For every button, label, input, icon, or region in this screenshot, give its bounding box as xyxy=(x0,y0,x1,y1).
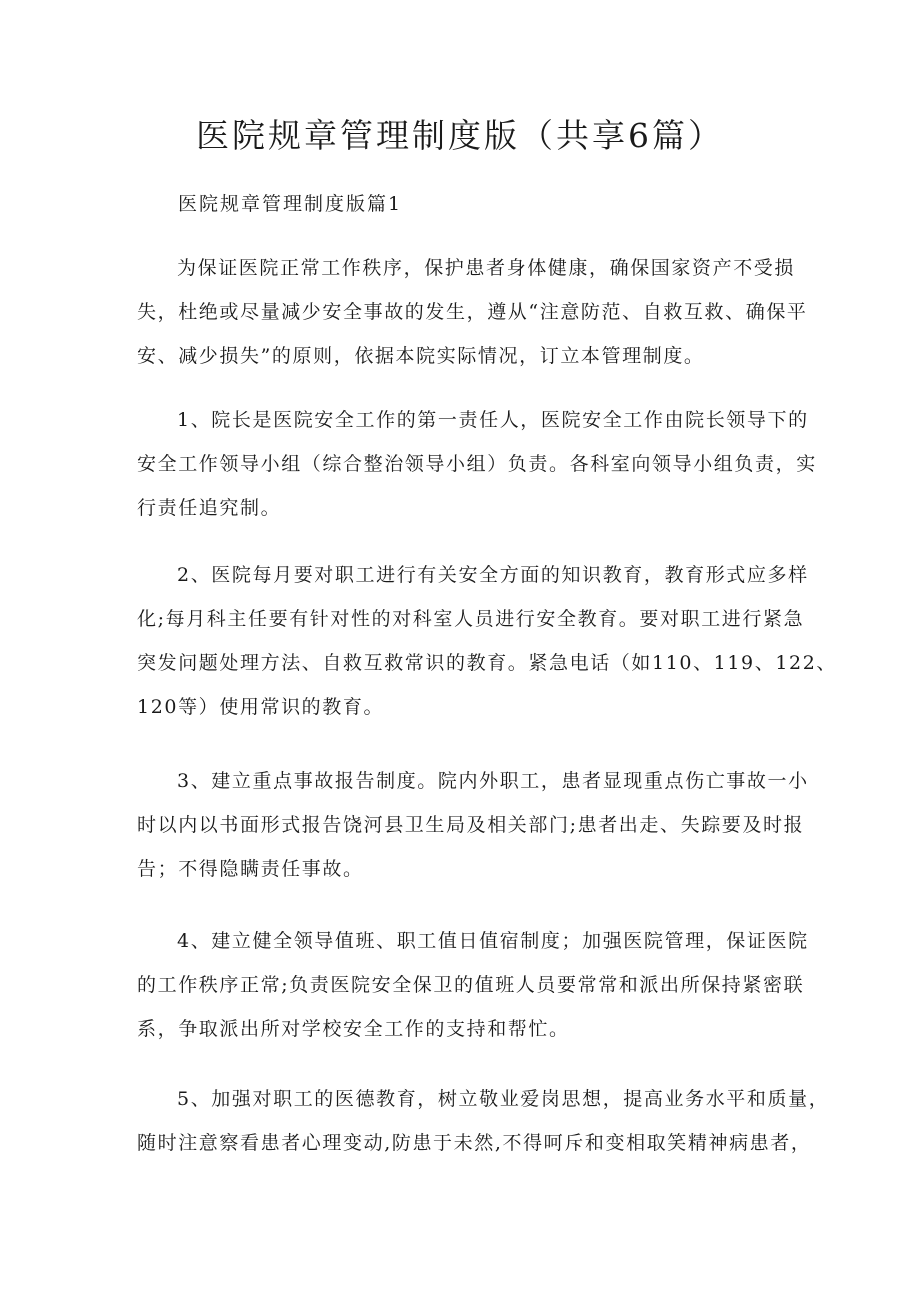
paragraph-line: 行责任追究制。 xyxy=(137,497,282,519)
paragraph-line: 告；不得隐瞒责任事故。 xyxy=(137,858,364,880)
paragraph-line: 安、减少损失”的原则，依据本院实际情况，订立本管理制度。 xyxy=(137,345,705,367)
paragraph-line: 随时注意察看患者心理变动,防患于未然,不得呵斥和变相取笑精神病患者， xyxy=(137,1132,812,1154)
paragraph-item-1 xyxy=(137,398,817,530)
paragraph-line: 系，争取派出所对学校安全工作的支持和帮忙。 xyxy=(137,1018,570,1040)
paragraph-line: 3、建立重点事故报告制度。院内外职工，患者显现重点伤亡事故一小 xyxy=(177,770,809,792)
paragraph-line: 安全工作领导小组（综合整治领导小组）负责。各科室向领导小组负责，实 xyxy=(137,453,817,475)
section-heading: 医院规章管理制度版篇1 xyxy=(178,193,403,215)
document-title: 医院规章管理制度版（共享6篇） xyxy=(196,116,724,155)
paragraph-line: 突发问题处理方法、自救互救常识的教育。紧急电话（如110、119、122、 xyxy=(137,652,837,674)
paragraph-line: 为保证医院正常工作秩序，保护患者身体健康，确保国家资产不受损 xyxy=(177,257,796,279)
paragraph-item-3 xyxy=(137,759,809,891)
paragraph-line: 120等）使用常识的教育。 xyxy=(137,696,385,718)
paragraph-line: 化;每月科主任要有针对性的对科室人员进行安全教育。要对职工进行紧急 xyxy=(137,608,805,630)
paragraph-line: 时以内以书面形式报告饶河县卫生局及相关部门;患者出走、失踪要及时报 xyxy=(137,814,805,836)
paragraph-item-2 xyxy=(137,553,837,729)
paragraph-line: 2、医院每月要对职工进行有关安全方面的知识教育，教育形式应多样 xyxy=(177,564,809,586)
paragraph-line: 1、院长是医院安全工作的第一责任人，医院安全工作由院长领导下的 xyxy=(177,409,809,431)
paragraph-item-5 xyxy=(137,1077,830,1165)
paragraph-line: 5、加强对职工的医德教育，树立敬业爱岗思想，提高业务水平和质量， xyxy=(177,1088,830,1110)
paragraph-item-4 xyxy=(137,919,809,1051)
paragraph-line: 的工作秩序正常;负责医院安全保卫的值班人员要常常和派出所保持紧密联 xyxy=(137,974,805,996)
paragraph-line: 失，杜绝或尽量减少安全事故的发生，遵从“注意防范、自救互救、确保平 xyxy=(137,301,808,323)
paragraph-intro xyxy=(137,246,808,378)
paragraph-line: 4、建立健全领导值班、职工值日值宿制度；加强医院管理，保证医院 xyxy=(177,930,809,952)
